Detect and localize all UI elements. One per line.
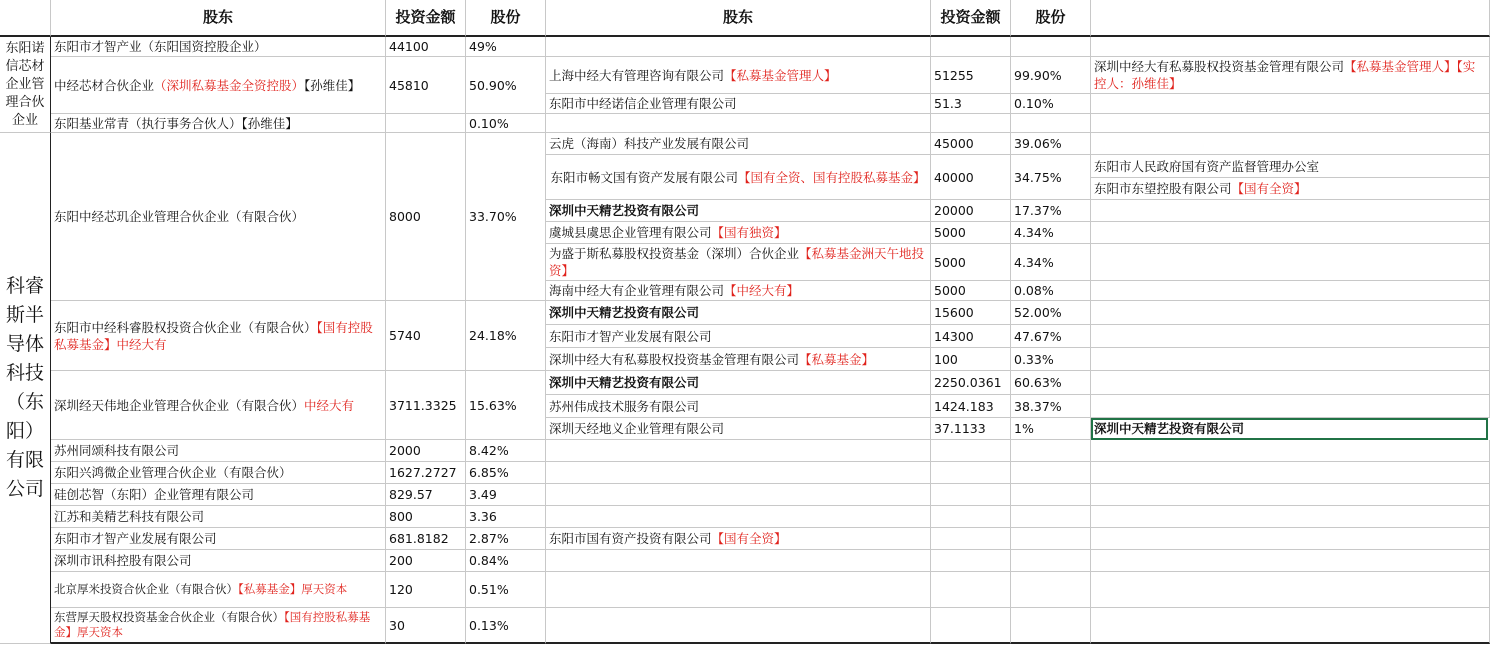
g2-sub4-red: 【国有独资】 — [711, 225, 787, 240]
g4-sub3-amount[interactable]: 37.1133 — [931, 418, 1011, 440]
g3-main-amount[interactable]: 5740 — [386, 301, 466, 371]
g1-row3-amount[interactable] — [386, 114, 466, 133]
o7-share[interactable]: 0.51% — [466, 572, 546, 608]
g4-sub2-l3[interactable] — [1091, 395, 1490, 418]
o5-name[interactable]: 东阳市才智产业发展有限公司 — [51, 528, 386, 550]
g4-main-name[interactable] — [51, 371, 386, 440]
g3-sub1-share[interactable]: 52.00% — [1011, 301, 1091, 325]
o3-sub-amt[interactable] — [931, 484, 1011, 506]
g1-row2-red: （深圳私募基金全资控股） — [154, 77, 305, 93]
o6-share[interactable]: 0.84% — [466, 550, 546, 572]
o7-amount[interactable]: 120 — [386, 572, 466, 608]
g1-sub3-blank-amt[interactable] — [931, 114, 1011, 133]
o3-l3[interactable] — [1091, 484, 1490, 506]
g1-sub1-level3[interactable] — [1091, 57, 1490, 94]
header-blank-2[interactable] — [1091, 0, 1490, 37]
o1-sub-amt[interactable] — [931, 440, 1011, 462]
g3-sub3-name[interactable] — [546, 348, 931, 371]
g2-sub6-amount[interactable]: 5000 — [931, 281, 1011, 301]
g1-sub2-amount[interactable]: 51.3 — [931, 94, 1011, 114]
g3-main-share[interactable]: 24.18% — [466, 301, 546, 371]
g4-sub2-share[interactable]: 38.37% — [1011, 395, 1091, 418]
g1-sub2-name[interactable]: 东阳市中经诺信企业管理有限公司 — [546, 94, 931, 114]
g2-sub4-amount[interactable]: 5000 — [931, 222, 1011, 244]
g1-row1-share[interactable]: 49% — [466, 37, 546, 57]
g2-sub5-amount[interactable]: 5000 — [931, 244, 1011, 281]
g1-row3-name[interactable]: 东阳基业常青（执行事务合伙人）【孙维佳】 — [51, 114, 386, 133]
g1-sub1-l3-red: 【私募基金管理人】【实控人：孙维佳】 — [1094, 59, 1476, 91]
o1-l3[interactable] — [1091, 440, 1490, 462]
g1-sub3-blank-share[interactable] — [1011, 114, 1091, 133]
o4-amount[interactable]: 800 — [386, 506, 466, 528]
o8-amount[interactable]: 30 — [386, 608, 466, 644]
o2-share[interactable]: 6.85% — [466, 462, 546, 484]
g1-row1-name[interactable]: 东阳市才智产业（东阳国资控股企业） — [51, 37, 386, 57]
o8-l3[interactable] — [1091, 608, 1490, 644]
o5-sub[interactable] — [546, 528, 931, 550]
g2-sub3-name[interactable]: 深圳中天精艺投资有限公司 — [546, 200, 931, 222]
g1-sub3-blank[interactable] — [546, 114, 931, 133]
o6-amount[interactable]: 200 — [386, 550, 466, 572]
o2-sub[interactable] — [546, 462, 931, 484]
o4-sub[interactable] — [546, 506, 931, 528]
header-amount-2[interactable]: 投资金额 — [931, 0, 1011, 37]
g2-sub4-text: 虞城县虞思企业管理有限公司 — [549, 225, 712, 240]
g3-main-name[interactable] — [51, 301, 386, 371]
o3-amount[interactable]: 829.57 — [386, 484, 466, 506]
o5-sub-amt[interactable] — [931, 528, 1011, 550]
o2-l3[interactable] — [1091, 462, 1490, 484]
g3-sub1-l3[interactable] — [1091, 301, 1490, 325]
g1-row2-name[interactable] — [51, 57, 386, 114]
g1-empty-l3[interactable] — [1091, 37, 1490, 57]
o5-sub-red: 【国有全资】 — [711, 531, 787, 546]
o5-l3[interactable] — [1091, 528, 1490, 550]
g1-sub1-red: 【私募基金管理人】 — [724, 67, 837, 83]
g2-sub4-name[interactable] — [546, 222, 931, 244]
partner-company-label[interactable]: 东阳诺信芯材企业管理合伙企业 — [0, 37, 51, 133]
g3-sub3-amount[interactable]: 100 — [931, 348, 1011, 371]
g1-row2-tail: 【孙维佳】 — [304, 77, 361, 93]
g4-sub3-share[interactable]: 1% — [1011, 418, 1091, 440]
o6-sub-amt[interactable] — [931, 550, 1011, 572]
o2-sub-share[interactable] — [1011, 462, 1091, 484]
o1-sub-share[interactable] — [1011, 440, 1091, 462]
g4-main-red: 中经大有 — [304, 397, 355, 413]
o4-sub-amt[interactable] — [931, 506, 1011, 528]
o7-name[interactable] — [51, 572, 386, 608]
o8-name[interactable] — [51, 608, 386, 644]
g1-sub1-share[interactable]: 99.90% — [1011, 57, 1091, 94]
o5-share[interactable]: 2.87% — [466, 528, 546, 550]
g2-l3-a[interactable]: 东阳市人民政府国有资产监督管理办公室 — [1091, 155, 1490, 178]
g2-sub3-l3[interactable] — [1091, 200, 1490, 222]
g2-sub1-share[interactable]: 39.06% — [1011, 133, 1091, 155]
g3-sub2-l3[interactable] — [1091, 325, 1490, 348]
g4-sub2-amount[interactable]: 1424.183 — [931, 395, 1011, 418]
g2-sub1-amount[interactable]: 45000 — [931, 133, 1011, 155]
header-share[interactable]: 股份 — [466, 0, 546, 37]
g2-main-name[interactable]: 东阳中经芯玑企业管理合伙企业（有限合伙） — [51, 133, 386, 301]
o7-sub[interactable] — [546, 572, 931, 608]
g3-sub2-share[interactable]: 47.67% — [1011, 325, 1091, 348]
g1-sub1-l3-text: 深圳中经大有私募股权投资基金管理有限公司 — [1094, 59, 1345, 74]
header-blank[interactable] — [0, 0, 51, 37]
o2-name[interactable]: 东阳兴鸿微企业管理合伙企业（有限合伙） — [51, 462, 386, 484]
o3-share[interactable]: 3.49 — [466, 484, 546, 506]
g4-sub1-amount[interactable]: 2250.0361 — [931, 371, 1011, 395]
g2-sub4-share[interactable]: 4.34% — [1011, 222, 1091, 244]
g3-sub1-amount[interactable]: 15600 — [931, 301, 1011, 325]
g1-sub2-share[interactable]: 0.10% — [1011, 94, 1091, 114]
g2-sub6-l3[interactable] — [1091, 281, 1490, 301]
g2-sub1-l3[interactable] — [1091, 133, 1490, 155]
o7-red: 【私募基金】厚天资本 — [238, 582, 348, 596]
g4-main-share[interactable]: 15.63% — [466, 371, 546, 440]
o7-l3[interactable] — [1091, 572, 1490, 608]
g2-sub6-text: 海南中经大有企业管理有限公司 — [549, 283, 725, 298]
g3-main-red: 【国有控股私募基金】中经大有 — [54, 319, 373, 352]
g4-sub2-name[interactable]: 苏州伟成技术服务有限公司 — [546, 395, 931, 418]
g1-sub1-text: 上海中经大有管理咨询有限公司 — [549, 67, 725, 83]
g1-row3-share[interactable]: 0.10% — [466, 114, 546, 133]
o8-sub-amt[interactable] — [931, 608, 1011, 644]
o8-red: 【国有控股私募基金】厚天资本 — [54, 610, 371, 639]
g2-sub5-name[interactable] — [546, 244, 931, 281]
g3-sub3-red: 【私募基金】 — [799, 351, 875, 367]
g4-l3-selected-cell[interactable]: 深圳中天精艺投资有限公司 — [1091, 418, 1488, 440]
header-shareholder[interactable]: 股东 — [51, 0, 386, 37]
g2-sub5-red: 【私募基金洲天午地投资】 — [549, 246, 925, 278]
main-company-label[interactable]: 科睿斯半导体科技（东阳）有限公司 — [0, 133, 51, 644]
o8-share[interactable]: 0.13% — [466, 608, 546, 644]
g3-sub3-share[interactable]: 0.33% — [1011, 348, 1091, 371]
o7-sub-amt[interactable] — [931, 572, 1011, 608]
g4-main-text: 深圳经天伟地企业管理合伙企业（有限合伙） — [54, 397, 305, 413]
header-share-2[interactable]: 股份 — [1011, 0, 1091, 37]
g3-sub2-amount[interactable]: 14300 — [931, 325, 1011, 348]
g2-sub5-l3[interactable] — [1091, 244, 1490, 281]
o4-name[interactable]: 江苏和美精艺科技有限公司 — [51, 506, 386, 528]
o4-share[interactable]: 3.36 — [466, 506, 546, 528]
g4-sub1-l3[interactable] — [1091, 371, 1490, 395]
g4-sub3-name[interactable]: 深圳天经地义企业管理有限公司 — [546, 418, 931, 440]
o4-sub-share[interactable] — [1011, 506, 1091, 528]
g1-sub1-amount[interactable]: 51255 — [931, 57, 1011, 94]
o5-amount[interactable]: 681.8182 — [386, 528, 466, 550]
g2-sub6-name[interactable] — [546, 281, 931, 301]
g3-sub3-l3[interactable] — [1091, 348, 1490, 371]
g1-sub3-blank-l3[interactable] — [1091, 114, 1490, 133]
g1-row1-amount[interactable]: 44100 — [386, 37, 466, 57]
g2-l3-b-red: 【国有全资】 — [1231, 181, 1307, 196]
o8-sub-share[interactable] — [1011, 608, 1091, 644]
g2-sub6-share[interactable]: 0.08% — [1011, 281, 1091, 301]
o1-amount[interactable]: 2000 — [386, 440, 466, 462]
o6-sub-share[interactable] — [1011, 550, 1091, 572]
o2-amount[interactable]: 1627.2727 — [386, 462, 466, 484]
g3-sub2-name[interactable]: 东阳市才智产业发展有限公司 — [546, 325, 931, 348]
g4-sub1-share[interactable]: 60.63% — [1011, 371, 1091, 395]
g1-row2-text: 中经芯材合伙企业 — [54, 77, 155, 93]
o6-name[interactable]: 深圳市讯科控股有限公司 — [51, 550, 386, 572]
o1-sub[interactable] — [546, 440, 931, 462]
g2-sub2-name[interactable] — [546, 155, 931, 200]
g2-sub4-l3[interactable] — [1091, 222, 1490, 244]
g1-sub2-l3[interactable] — [1091, 94, 1490, 114]
o6-sub[interactable] — [546, 550, 931, 572]
o3-sub-share[interactable] — [1011, 484, 1091, 506]
g1-row2-amount[interactable]: 45810 — [386, 57, 466, 114]
g2-l3-b-text: 东阳市东望控股有限公司 — [1094, 181, 1232, 196]
g2-sub6-red: 【中经大有】 — [724, 283, 800, 298]
g2-sub2-amount[interactable]: 40000 — [931, 155, 1011, 200]
g2-sub3-amount[interactable]: 20000 — [931, 200, 1011, 222]
o1-name[interactable]: 苏州同颂科技有限公司 — [51, 440, 386, 462]
g2-sub2-text: 东阳市畅文国有资产发展有限公司 — [550, 169, 738, 185]
o5-sub-text: 东阳市国有资产投资有限公司 — [549, 531, 712, 546]
o2-sub-amt[interactable] — [931, 462, 1011, 484]
o7-sub-share[interactable] — [1011, 572, 1091, 608]
g2-main-amount[interactable]: 8000 — [386, 133, 466, 301]
g4-main-amount[interactable]: 3711.3325 — [386, 371, 466, 440]
g2-sub1-name[interactable]: 云虎（海南）科技产业发展有限公司 — [546, 133, 931, 155]
g3-main-text: 东阳市中经科睿股权投资合伙企业（有限合伙） — [54, 319, 317, 335]
o8-text: 东营厚天股权投资基金合伙企业（有限合伙） — [54, 610, 284, 624]
g2-sub5-share[interactable]: 4.34% — [1011, 244, 1091, 281]
g1-row2-share[interactable]: 50.90% — [466, 57, 546, 114]
g2-sub3-share[interactable]: 17.37% — [1011, 200, 1091, 222]
o6-l3[interactable] — [1091, 550, 1490, 572]
g2-sub2-share[interactable]: 34.75% — [1011, 155, 1091, 200]
g4-sub1-name[interactable]: 深圳中天精艺投资有限公司 — [546, 371, 931, 395]
g1-empty-sub-share[interactable] — [1011, 37, 1091, 57]
o7-text: 北京厚米投资合伙企业（有限合伙） — [54, 582, 238, 596]
o3-sub[interactable] — [546, 484, 931, 506]
g2-main-share[interactable]: 33.70% — [466, 133, 546, 301]
g1-sub1-name[interactable] — [546, 57, 931, 94]
g2-l3-b[interactable] — [1091, 178, 1490, 200]
header-shareholder-2[interactable]: 股东 — [546, 0, 931, 37]
o3-name[interactable]: 硅创芯智（东阳）企业管理有限公司 — [51, 484, 386, 506]
o8-sub[interactable] — [546, 608, 931, 644]
g3-sub3-text: 深圳中经大有私募股权投资基金管理有限公司 — [549, 351, 800, 367]
g2-sub2-red: 【国有全资、国有控股私募基金】 — [738, 169, 926, 185]
o4-l3[interactable] — [1091, 506, 1490, 528]
header-amount[interactable]: 投资金额 — [386, 0, 466, 37]
o1-share[interactable]: 8.42% — [466, 440, 546, 462]
g2-sub5-text: 为盛于斯私募股权投资基金（深圳）合伙企业 — [549, 246, 800, 261]
g1-empty-sub-amt[interactable] — [931, 37, 1011, 57]
o5-sub-share[interactable] — [1011, 528, 1091, 550]
g1-empty-sub[interactable] — [546, 37, 931, 57]
g3-sub1-name[interactable]: 深圳中天精艺投资有限公司 — [546, 301, 931, 325]
